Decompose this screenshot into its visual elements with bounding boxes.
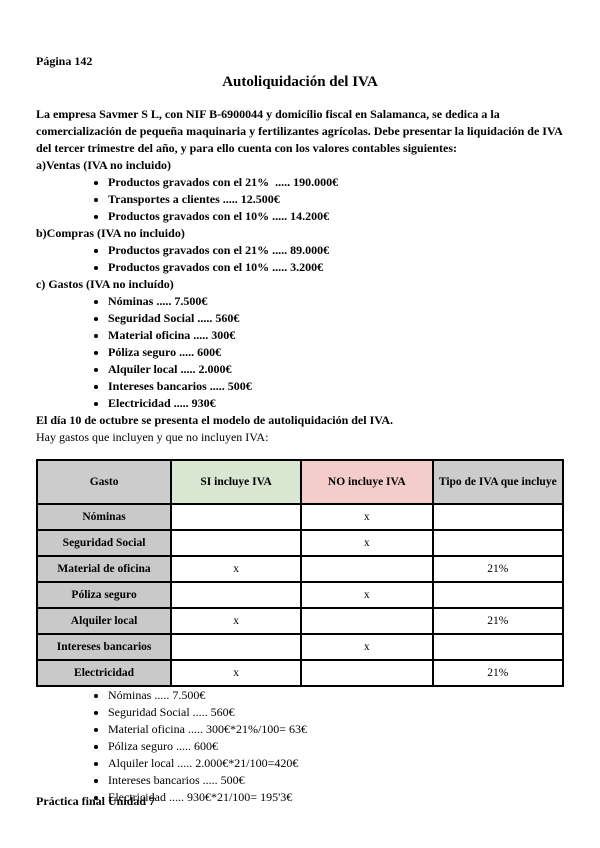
cell-tipo: 21% bbox=[433, 660, 563, 686]
table-header-si: SI incluye IVA bbox=[171, 460, 301, 504]
list-item: • Póliza seguro ..... 600€ bbox=[108, 344, 564, 361]
cell-gasto: Electricidad bbox=[37, 660, 171, 686]
list-item: • Productos gravados con el 21% ..... 89.000€ bbox=[108, 242, 564, 259]
cell-tipo: 21% bbox=[433, 608, 563, 634]
table-header-gasto: Gasto bbox=[37, 460, 171, 504]
list-item: • Electricidad ..... 930€ bbox=[108, 395, 564, 412]
cell-gasto: Intereses bancarios bbox=[37, 634, 171, 660]
section-gastos-heading: c) Gastos (IVA no incluído) bbox=[36, 277, 174, 291]
cell-si: x bbox=[171, 556, 301, 582]
cell-si: x bbox=[171, 660, 301, 686]
cell-no: x bbox=[301, 504, 433, 530]
statement-iva-note: Hay gastos que incluyen y que no incluyen IVA: bbox=[36, 430, 269, 444]
page-title: Autoliquidación del IVA bbox=[222, 74, 378, 90]
table-row bbox=[37, 556, 563, 582]
list-item: • Seguridad Social ..... 560€ bbox=[108, 310, 564, 327]
iva-table-body bbox=[37, 504, 563, 686]
cell-tipo: 21% bbox=[433, 556, 563, 582]
section-ventas bbox=[36, 157, 564, 225]
list-item: • Transportes a clientes ..... 12.500€ bbox=[108, 191, 564, 208]
section-compras-heading: b)Compras (IVA no incluido) bbox=[36, 226, 185, 240]
list-item: • Nóminas ..... 7.500€ bbox=[108, 293, 564, 310]
list-item: • Productos gravados con el 10% ..... 14.200€ bbox=[108, 208, 564, 225]
cell-no bbox=[301, 660, 433, 686]
cell-si bbox=[171, 530, 301, 556]
list-item: • Seguridad Social ..... 560€ bbox=[108, 704, 564, 721]
cell-no: x bbox=[301, 582, 433, 608]
cell-no: x bbox=[301, 530, 433, 556]
calculations-list bbox=[36, 687, 564, 806]
cell-si bbox=[171, 504, 301, 530]
cell-si: x bbox=[171, 608, 301, 634]
cell-si bbox=[171, 582, 301, 608]
cell-no bbox=[301, 556, 433, 582]
cell-tipo bbox=[433, 634, 563, 660]
table-row bbox=[37, 608, 563, 634]
table-header-tipo: Tipo de IVA que incluye bbox=[433, 460, 563, 504]
table-row bbox=[37, 660, 563, 686]
table-row bbox=[37, 504, 563, 530]
cell-tipo bbox=[433, 504, 563, 530]
ventas-list bbox=[36, 174, 564, 225]
list-item: • Productos gravados con el 10% ..... 3.200€ bbox=[108, 259, 564, 276]
gastos-list bbox=[36, 293, 564, 412]
cell-tipo bbox=[433, 582, 563, 608]
list-item: • Póliza seguro ..... 600€ bbox=[108, 738, 564, 755]
list-item: • Material oficina ..... 300€*21%/100= 63€ bbox=[108, 721, 564, 738]
table-header-row bbox=[37, 460, 563, 504]
list-item: • Alquiler local ..... 2.000€*21/100=420€ bbox=[108, 755, 564, 772]
document-footer: Práctica final Unidad 7 bbox=[36, 794, 155, 808]
section-ventas-heading: a)Ventas (IVA no incluido) bbox=[36, 158, 172, 172]
list-item: • Material oficina ..... 300€ bbox=[108, 327, 564, 344]
table-row bbox=[37, 634, 563, 660]
compras-list bbox=[36, 242, 564, 276]
page-number: Página 142 bbox=[36, 54, 93, 68]
list-item: • Electricidad ..... 930€*21/100= 195'3€ bbox=[108, 789, 564, 806]
cell-tipo bbox=[433, 530, 563, 556]
cell-gasto: Póliza seguro bbox=[37, 582, 171, 608]
intro-paragraph: La empresa Savmer S L, con NIF B-6900044 y domicilio fiscal en Salamanca, se dedica a la comercialización de pequeña maquinaria y fertilizantes agrícolas. Debe presentar la liquidación de IVA del tercer trimestre del año, y para ello cuenta con los valores contables siguientes: bbox=[36, 107, 563, 155]
list-item: • Nóminas ..... 7.500€ bbox=[108, 687, 564, 704]
list-item: • Alquiler local ..... 2.000€ bbox=[108, 361, 564, 378]
cell-no: x bbox=[301, 634, 433, 660]
list-item: • Productos gravados con el 21% ..... 190.000€ bbox=[108, 174, 564, 191]
section-compras bbox=[36, 225, 564, 276]
cell-gasto: Material de oficina bbox=[37, 556, 171, 582]
table-header-no: NO incluye IVA bbox=[301, 460, 433, 504]
cell-gasto: Nóminas bbox=[37, 504, 171, 530]
cell-no bbox=[301, 608, 433, 634]
iva-table-header bbox=[37, 460, 563, 504]
cell-si bbox=[171, 634, 301, 660]
iva-table bbox=[36, 459, 564, 687]
list-item: • Intereses bancarios ..... 500€ bbox=[108, 378, 564, 395]
table-row bbox=[37, 582, 563, 608]
cell-gasto: Alquiler local bbox=[37, 608, 171, 634]
list-item: • Intereses bancarios ..... 500€ bbox=[108, 772, 564, 789]
table-row bbox=[37, 530, 563, 556]
cell-gasto: Seguridad Social bbox=[37, 530, 171, 556]
section-gastos bbox=[36, 276, 564, 412]
statement-deadline: El día 10 de octubre se presenta el modelo de autoliquidación del IVA. bbox=[36, 413, 394, 427]
